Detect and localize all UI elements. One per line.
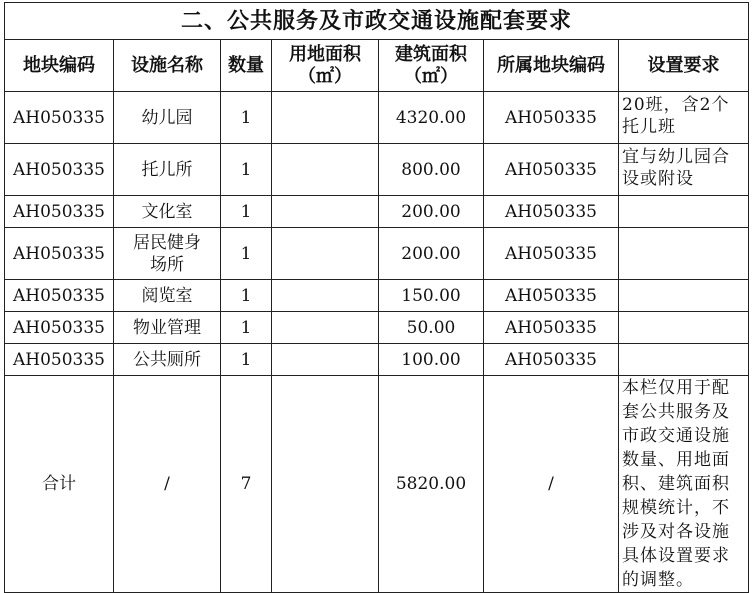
cell-requirement bbox=[619, 280, 749, 312]
cell-owner-block: AH050335 bbox=[484, 92, 619, 144]
cell-block-code: AH050335 bbox=[5, 92, 114, 144]
total-owner-block: / bbox=[484, 376, 619, 593]
table-row bbox=[5, 344, 749, 376]
cell-block-code: AH050335 bbox=[5, 196, 114, 228]
cell-quantity: 1 bbox=[221, 228, 272, 280]
total-requirement-note: 本栏仅用于配套公共服务及市政交通设施数量、用地面积、建筑面积规模统计，不涉及对各设施具体设置要求的调整。 bbox=[619, 376, 749, 593]
cell-quantity: 1 bbox=[221, 144, 272, 196]
col-quantity: 数量 bbox=[221, 40, 272, 92]
cell-floor-area: 150.00 bbox=[379, 280, 484, 312]
cell-block-code: AH050335 bbox=[5, 312, 114, 344]
col-land-area-label: 用地面积 bbox=[289, 43, 361, 65]
table-row bbox=[5, 92, 749, 144]
cell-quantity: 1 bbox=[221, 280, 272, 312]
cell-owner-block: AH050335 bbox=[484, 196, 619, 228]
table-row bbox=[5, 144, 749, 196]
cell-owner-block: AH050335 bbox=[484, 228, 619, 280]
cell-floor-area: 200.00 bbox=[379, 196, 484, 228]
table-title: 二、公共服务及市政交通设施配套要求 bbox=[5, 3, 749, 40]
cell-requirement: 20班，含2个托儿班 bbox=[619, 92, 749, 144]
cell-floor-area: 200.00 bbox=[379, 228, 484, 280]
cell-facility-name: 托儿所 bbox=[114, 144, 221, 196]
cell-owner-block: AH050335 bbox=[484, 312, 619, 344]
cell-floor-area: 50.00 bbox=[379, 312, 484, 344]
cell-owner-block: AH050335 bbox=[484, 344, 619, 376]
cell-facility-name: 公共厕所 bbox=[114, 344, 221, 376]
col-block-code: 地块编码 bbox=[5, 40, 114, 92]
cell-requirement: 宜与幼儿园合设或附设 bbox=[619, 144, 749, 196]
total-quantity: 7 bbox=[221, 376, 272, 593]
cell-land-area bbox=[272, 228, 379, 280]
cell-quantity: 1 bbox=[221, 92, 272, 144]
cell-requirement bbox=[619, 196, 749, 228]
cell-facility-name: 文化室 bbox=[114, 196, 221, 228]
total-label: 合计 bbox=[5, 376, 114, 593]
col-floor-area bbox=[379, 40, 484, 92]
cell-requirement bbox=[619, 312, 749, 344]
cell-quantity: 1 bbox=[221, 312, 272, 344]
cell-floor-area: 4320.00 bbox=[379, 92, 484, 144]
cell-facility-name: 阅览室 bbox=[114, 280, 221, 312]
cell-owner-block: AH050335 bbox=[484, 280, 619, 312]
cell-facility-name: 物业管理 bbox=[114, 312, 221, 344]
cell-land-area bbox=[272, 312, 379, 344]
col-land-area bbox=[272, 40, 379, 92]
cell-block-code: AH050335 bbox=[5, 344, 114, 376]
cell-block-code: AH050335 bbox=[5, 144, 114, 196]
cell-block-code: AH050335 bbox=[5, 228, 114, 280]
cell-quantity: 1 bbox=[221, 344, 272, 376]
cell-requirement bbox=[619, 344, 749, 376]
table-row bbox=[5, 312, 749, 344]
cell-land-area bbox=[272, 344, 379, 376]
cell-requirement bbox=[619, 228, 749, 280]
col-land-area-unit: （㎡） bbox=[298, 65, 352, 87]
table-row bbox=[5, 280, 749, 312]
cell-block-code: AH050335 bbox=[5, 280, 114, 312]
total-floor-area: 5820.00 bbox=[379, 376, 484, 593]
col-facility-name: 设施名称 bbox=[114, 40, 221, 92]
facility-table bbox=[4, 2, 749, 593]
cell-facility-name: 幼儿园 bbox=[114, 92, 221, 144]
cell-land-area bbox=[272, 144, 379, 196]
table-row bbox=[5, 228, 749, 280]
header-row bbox=[5, 40, 749, 92]
col-floor-area-label: 建筑面积 bbox=[395, 43, 467, 65]
col-owner-block: 所属地块编码 bbox=[484, 40, 619, 92]
cell-land-area bbox=[272, 92, 379, 144]
cell-quantity: 1 bbox=[221, 196, 272, 228]
table-row bbox=[5, 196, 749, 228]
cell-land-area bbox=[272, 196, 379, 228]
total-row bbox=[5, 376, 749, 593]
col-floor-area-unit: （㎡） bbox=[404, 65, 458, 87]
cell-facility-name: 居民健身场所 bbox=[114, 228, 221, 280]
col-requirement: 设置要求 bbox=[619, 40, 749, 92]
total-land-area bbox=[272, 376, 379, 593]
cell-floor-area: 800.00 bbox=[379, 144, 484, 196]
cell-land-area bbox=[272, 280, 379, 312]
total-facility-name: / bbox=[114, 376, 221, 593]
cell-owner-block: AH050335 bbox=[484, 144, 619, 196]
cell-floor-area: 100.00 bbox=[379, 344, 484, 376]
